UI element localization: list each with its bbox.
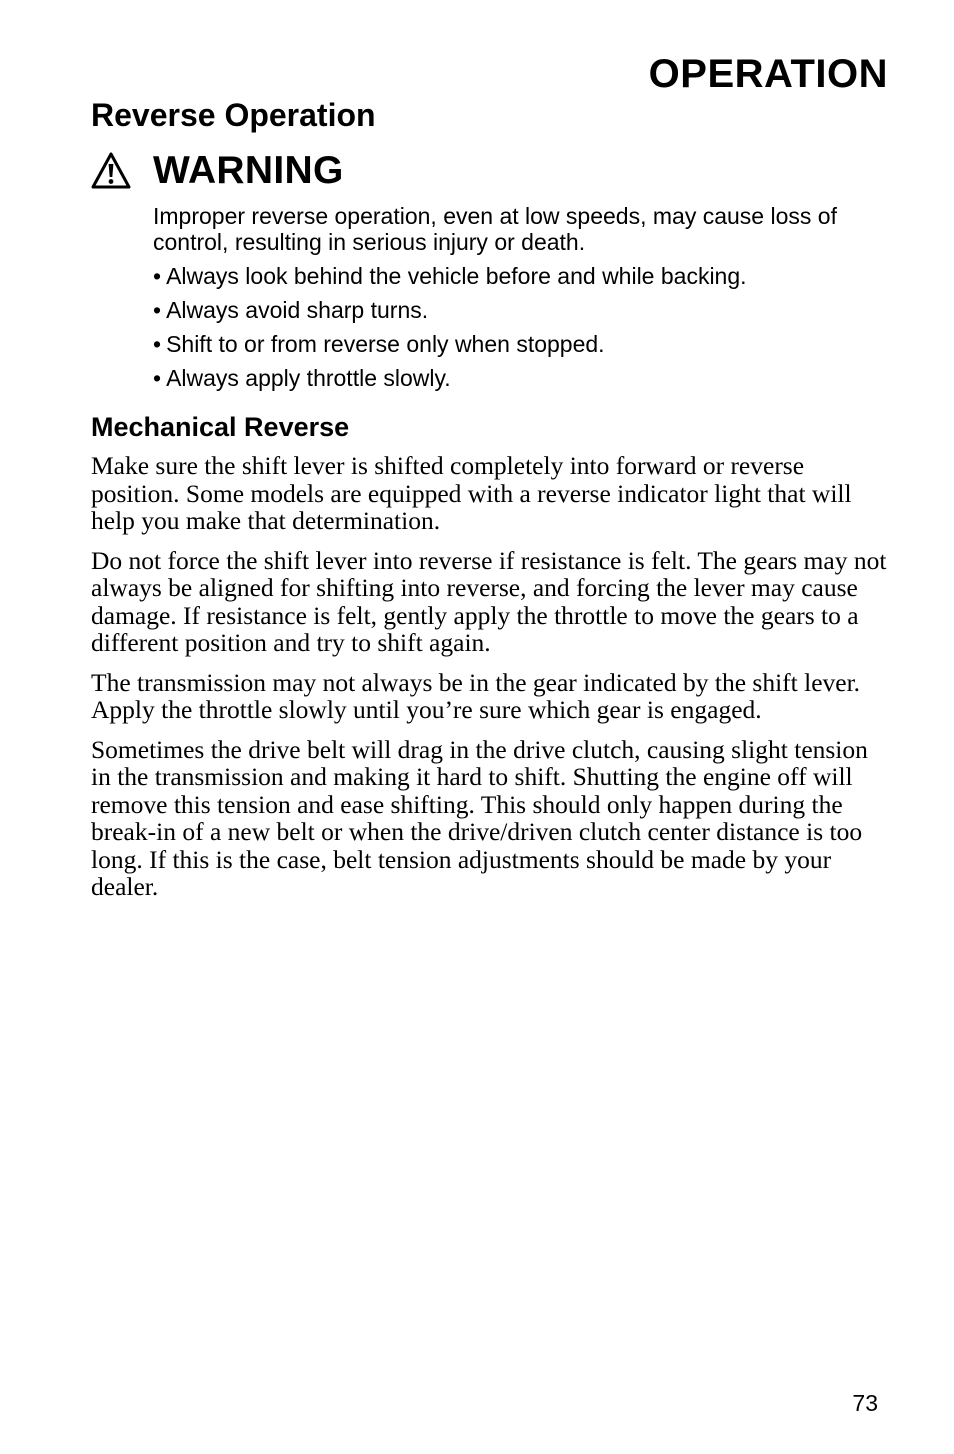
body-paragraph: Do not force the shift lever into reverse if resistance is felt. The gears may not always be aligned for shifting into reverse, and forcing the lever may cause damage. If resistance is felt, gently apply the throttle to move the gears to a different position and try to shift again. [91,545,887,657]
warning-list-item: • Always apply throttle slowly. [153,365,893,391]
page-number: 73 [852,1390,878,1416]
warning-list-item: • Always look behind the vehicle before and while backing. [153,263,893,289]
body-paragraph: Sometimes the drive belt will drag in the drive clutch, causing slight tension in the transmission and making it hard to shift. Shutting the engine off will remove this tension and ease shifting. This should only happen during the break-in of a new belt or when the drive/driven clutch center distance is too long. If this is the case, belt tension adjustments should be made by your dealer. [91,734,868,901]
warning-heading [91,150,344,193]
body-text [91,452,891,913]
warning-list-item: • Always avoid sharp turns. [153,297,893,323]
section-title: Reverse Operation [91,97,376,133]
warning-triangle-icon [91,151,131,191]
warning-body [153,203,893,399]
subsection-title: Mechanical Reverse [91,412,350,442]
warning-list-item: • Shift to or from reverse only when stopped. [153,331,893,357]
warning-list [153,263,893,391]
warning-label: WARNING [153,149,344,192]
body-paragraph: Make sure the shift lever is shifted completely into forward or reverse position. Some models are equipped with a reverse indicator light that will help you make that determination. [91,451,852,535]
body-paragraph: The transmission may not always be in the gear indicated by the shift lever. Apply the throttle slowly until you’re sure which gear is engaged. [91,667,861,724]
page-header: OPERATION [648,52,888,96]
warning-intro: Improper reverse operation, even at low speeds, may cause loss of control, resulting in serious injury or death. [153,203,837,255]
